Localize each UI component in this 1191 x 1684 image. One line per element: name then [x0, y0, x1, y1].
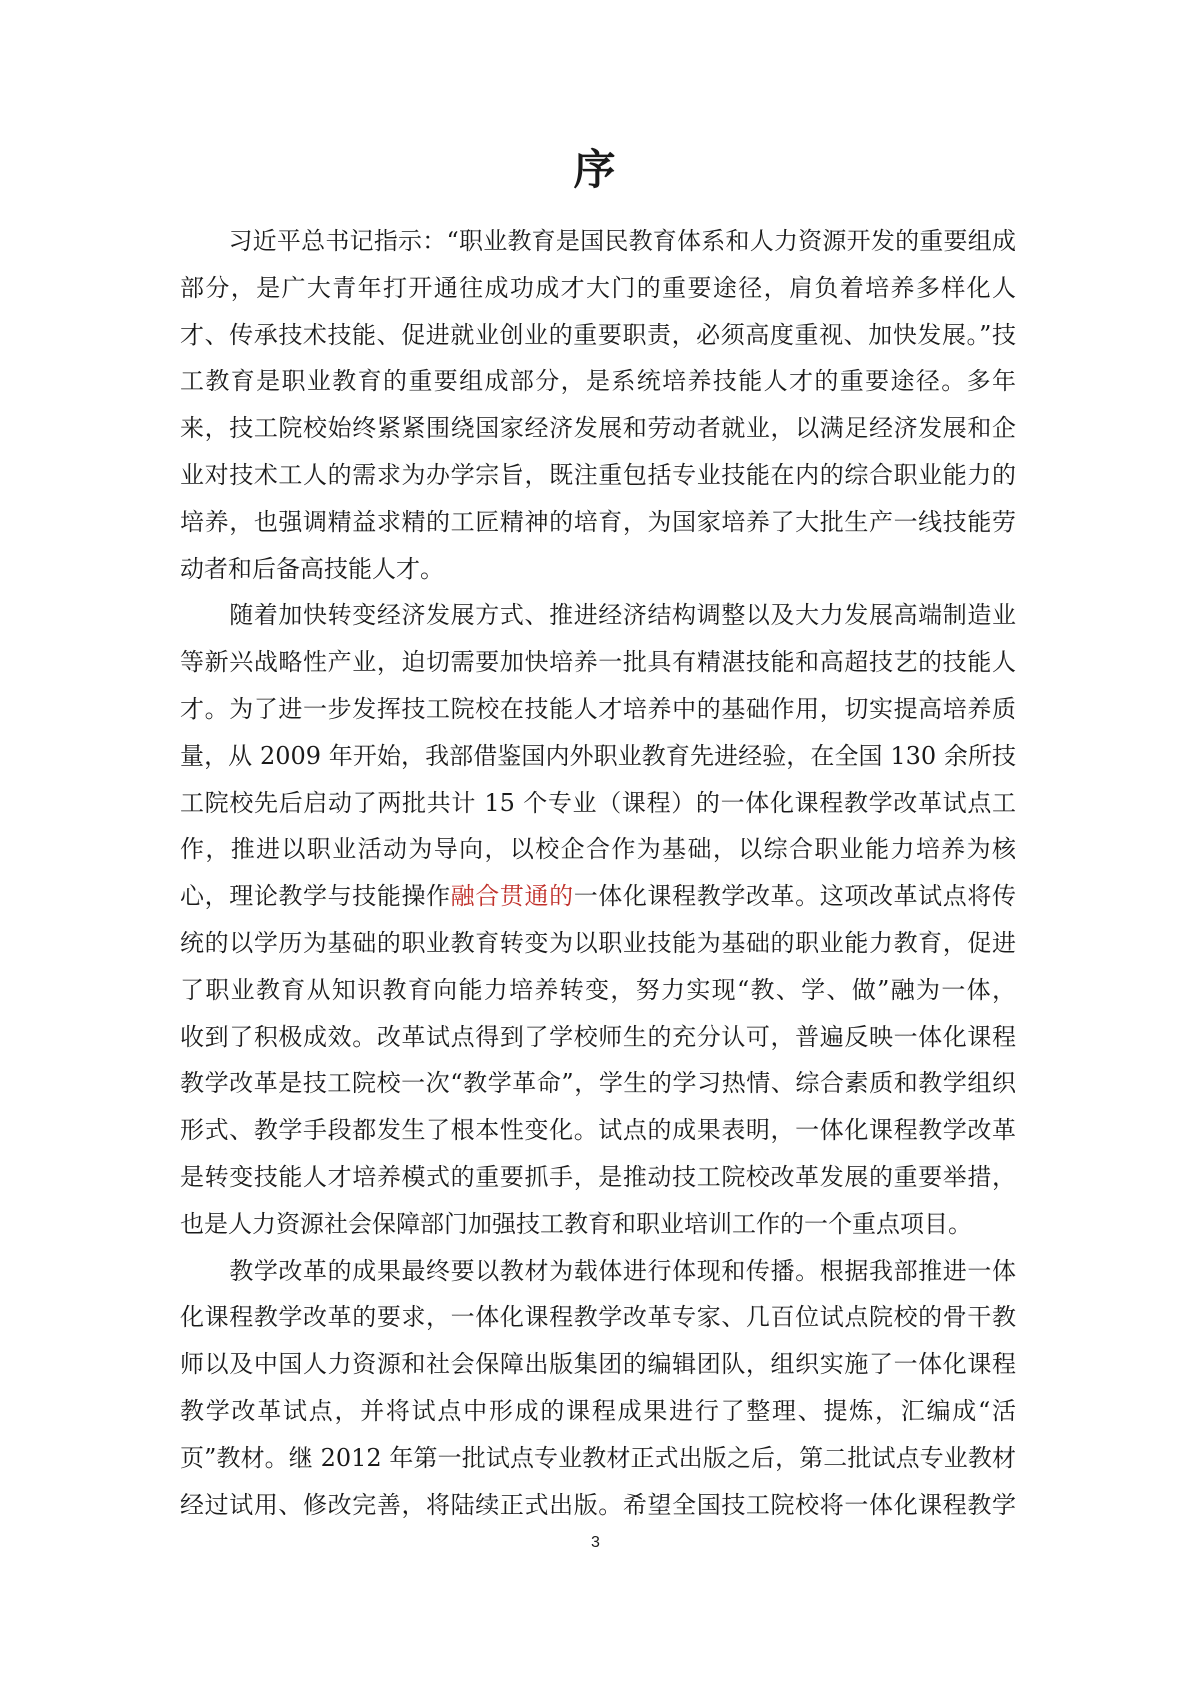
text-line: 培养，也强调精益求精的工匠精神的培育，为国家培养了大批生产一线技能劳: [180, 507, 1016, 536]
text-line: 教学改革是技工院校一次“教学革命”，学生的学习热情、综合素质和教学组织: [180, 1069, 1016, 1098]
text-line: 工教育是职业教育的重要组成部分，是系统培养技能人才的重要途径。多年: [180, 367, 1016, 396]
text-line: 教学改革试点，并将试点中形成的课程成果进行了整理、提炼，汇编成“活: [180, 1396, 1016, 1425]
text-segment: 心，理论教学与技能操作: [180, 882, 451, 911]
text-line: 部分，是广大青年打开通往成功成才大门的重要途径，肩负着培养多样化人: [180, 273, 1016, 302]
text-line: 教学改革的成果最终要以教材为载体进行体现和传播。根据我部推进一体: [180, 1256, 1016, 1285]
text-line: 经过试用、修改完善，将陆续正式出版。希望全国技工院校将一体化课程教学: [180, 1490, 1016, 1519]
text-line: 才、传承技术技能、促进就业创业的重要职责，必须高度重视、加快发展。”技: [180, 320, 1016, 349]
highlighted-phrase: 融合贯通的: [450, 882, 574, 911]
text-line: 作，推进以职业活动为导向，以校企合作为基础，以综合职业能力培养为核: [180, 835, 1016, 864]
text-line: 工院校先后启动了两批共计 15 个专业（课程）的一体化课程教学改革试点工: [180, 788, 1016, 817]
page-title: 序: [573, 145, 618, 194]
text-line: 等新兴战略性产业，迫切需要加快培养一批具有精湛技能和高超技艺的技能人: [180, 648, 1016, 677]
text-line: 了职业教育从知识教育向能力培养转变，努力实现“教、学、做”融为一体，: [180, 975, 1016, 1004]
text-line: 统的以学历为基础的职业教育转变为以职业技能为基础的职业能力教育，促进: [180, 928, 1016, 957]
body-text: [180, 218, 1016, 1528]
text-line-with-highlight: [180, 873, 1016, 920]
paragraph-end-line: 也是人力资源社会保障部门加强技工教育和职业培训工作的一个重点项目。: [180, 1209, 972, 1238]
text-line: 来，技工院校始终紧紧围绕国家经济发展和劳动者就业，以满足经济发展和企: [180, 414, 1016, 443]
text-line: 化课程教学改革的要求，一体化课程教学改革专家、几百位试点院校的骨干教: [180, 1303, 1016, 1332]
paragraph-end-line: 动者和后备高技能人才。: [180, 554, 444, 583]
text-line: 页”教材。继 2012 年第一批试点专业教材正式出版之后，第二批试点专业教材: [180, 1443, 1016, 1472]
text-line: 是转变技能人才培养模式的重要抓手，是推动技工院校改革发展的重要举措，: [180, 1162, 1016, 1191]
text-line: 师以及中国人力资源和社会保障出版集团的编辑团队，组织实施了一体化课程: [180, 1350, 1016, 1379]
text-line: 形式、教学手段都发生了根本性变化。试点的成果表明，一体化课程教学改革: [180, 1116, 1016, 1145]
text-line: 随着加快转变经济发展方式、推进经济结构调整以及大力发展高端制造业: [180, 601, 1016, 630]
text-line: 量，从 2009 年开始，我部借鉴国内外职业教育先进经验，在全国 130 余所技: [180, 741, 1016, 770]
text-line: 才。为了进一步发挥技工院校在技能人才培养中的基础作用，切实提高培养质: [180, 694, 1016, 723]
text-line: 业对技术工人的需求为办学宗旨，既注重包括专业技能在内的综合职业能力的: [180, 460, 1016, 489]
text-segment: 一体化课程教学改革。这项改革试点将传: [573, 882, 1017, 911]
text-line: 收到了积极成效。改革试点得到了学校师生的充分认可，普遍反映一体化课程: [180, 1022, 1016, 1051]
page-number: 3: [591, 1534, 600, 1551]
text-line: 习近平总书记指示：“职业教育是国民教育体系和人力资源开发的重要组成: [180, 227, 1016, 255]
